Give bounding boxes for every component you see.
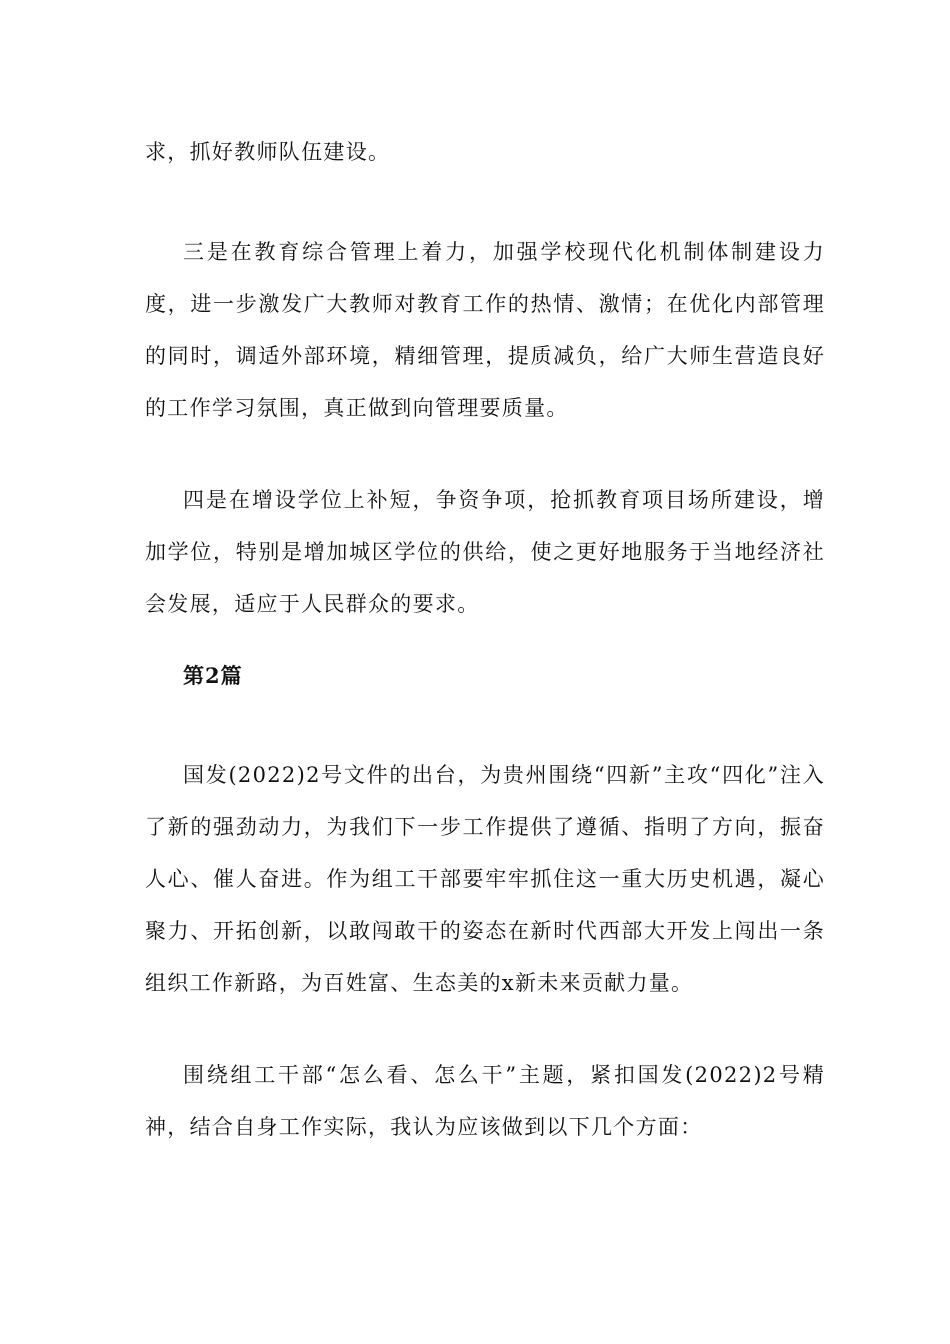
paragraph-point-four: 四是在增设学位上补短，争资争项，抢抓教育项目场所建设，增加学位，特别是增加城区学位的供给，使之更好地服务于当地经济社会发展，适应于人民群众的要求。 bbox=[145, 488, 825, 616]
paragraph-continuation: 求，抓好教师队伍建设。 bbox=[145, 140, 391, 164]
paragraph-point-three: 三是在教育综合管理上着力，加强学校现代化机制体制建设力度，进一步激发广大教师对教育工作的热情、激情；在优化内部管理的同时，调适外部环境，精细管理，提质减负，给广大师生营造良好的工作学习氛围，真正做到向管理要质量。 bbox=[145, 240, 825, 420]
paragraph-intro: 国发(2022)2号文件的出台，为贵州围绕“四新”主攻“四化”注入了新的强劲动力，为我们下一步工作提供了遵循、指明了方向，振奋人心、催人奋进。作为组工干部要牢牢抓住这一重大历史机遇，凝心聚力、开拓创新，以敢闯敢干的姿态在新时代西部大开发上闯出一条组织工作新路，为百姓富、生态美的x新未来贡献力量。 bbox=[145, 763, 825, 995]
paragraph-aspects: 围绕组工干部“怎么看、怎么干”主题，紧扣国发(2022)2号精神，结合自身工作实际，我认为应该做到以下几个方面： bbox=[145, 1063, 825, 1139]
section-heading: 第2篇 bbox=[183, 663, 243, 688]
